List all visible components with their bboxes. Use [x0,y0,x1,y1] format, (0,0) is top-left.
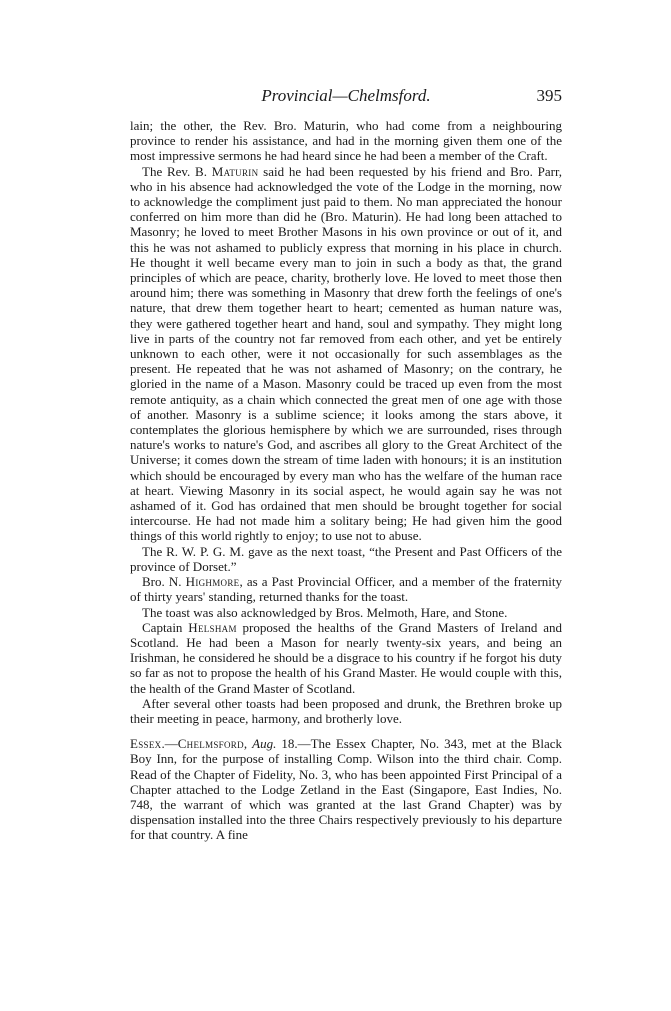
paragraph [130,620,562,696]
name-smallcaps: Essex [130,736,162,752]
running-head [130,86,562,110]
running-title: Provincial—Chelmsford. [261,86,431,105]
paragraph [130,164,562,544]
text-run: After several other toasts had been proposed and drunk, the Brethren broke up their meeting in peace, harmony, and brotherly love. [130,695,562,726]
name-smallcaps: Helsham [188,619,237,635]
name-smallcaps: Maturin [211,163,259,179]
text-run: Bro. N. [142,574,186,590]
page [130,86,562,843]
paragraph [130,574,562,604]
text-run: The Rev. B. [142,163,212,179]
name-smallcaps: Highmore [185,574,240,590]
article-body [130,118,562,843]
paragraph [130,544,562,574]
italic-text: Aug. [252,736,277,752]
page-number: 395 [536,86,562,105]
text-run: 18.—The Essex Chapter, No. 343, met at the Black Boy Inn, for the purpose of installing Comp. Wilson into the third chair. Comp. Read of the Chapter of Fidelity, No. 3, who has been appointed First Principal of a Chapter attached to the Lodge Zetland in the East (Singapore, East Indies, No. 748, the warrant of which was granted at the last Grand Chapter) was by dispensation installed into the three Chairs respectively previously to his departure for that country. A fine [130,736,563,843]
text-run: .— [161,736,178,752]
name-smallcaps: Chelmsford [177,736,244,752]
section-paragraph [130,736,562,842]
text-run: said he had been requested by his friend and Bro. Parr, who in his absence had acknowledged the vote of the Lodge in the morning, now to acknowledge the compliment just paid to them. No man appreciated the honour conferred on him more than did he (Bro. Maturin). He had long been attached to Masonry; he loved to meet Brother Masons in his own province or out of it, and this he was not ashamed to publicly express that morning in his place in church. He thought it well became every man to join in such a body as that, the grand principles of which are peace, charity, brotherly love. He loved to meet those then around him; there was something in Masonry that drew forth the feelings of one's nature, that drew them together heart to heart; cemented as human nature was, they were gathered together heart and hand, soul and sympathy. They might long live in parts of the country not far removed from each other, and yet be entirely unknown to each other, were it not occasionally for such assemblages as the present. He repeated that he was not ashamed of Masonry; on the contrary, he gloried in the name of a Mason. Masonry could be traced up even from the most remote antiquity, as a chain which connected the great men of one age with those of another. Masonry is a sublime science; it looks among the stars above, it contemplates the glorious hemisphere by which we are surrounded, rises through nature's works to nature's God, and ascribes all glory to the Great Architect of the Universe; it comes down the stream of time laden with honours; it is an institution which should be encouraged by every man who has the welfare of the human race at heart. Viewing Masonry in its social aspect, he would again say he was not ashamed of it. God has ordained that men should be brought together for social intercourse. He had not made him a solitary being; He had given him the good things of this world rightly to enjoy; to use not to abuse. [130,163,563,544]
paragraph [130,696,562,726]
text-run: , as a Past Provincial Officer, and a member of the fraternity of thirty years' standing, returned thanks for the toast. [130,574,562,605]
text-run: The toast was also acknowledged by Bros. Melmoth, Hare, and Stone. [142,604,508,620]
text-run: proposed the healths of the Grand Masters of Ireland and Scotland. He had been a Mason for nearly twenty-six years, and being an Irishman, he considered he should be a disgrace to his country if he forgot his duty so far as not to propose the health of his Grand Master. He would couple with this, the health of the Grand Master of Scotland. [130,619,562,696]
paragraph [130,118,562,164]
text-run: , [243,736,253,752]
paragraph [130,605,562,620]
text-run: The R. W. P. G. M. gave as the next toast, “the Present and Past Officers of the province of Dorset.” [130,543,562,574]
text-run: lain; the other, the Rev. Bro. Maturin, who had come from a neighbouring province to render his assistance, and had in the morning given them one of the most impressive sermons he had heard since he had been a member of the Craft. [130,118,562,164]
text-run: Captain [142,619,189,635]
